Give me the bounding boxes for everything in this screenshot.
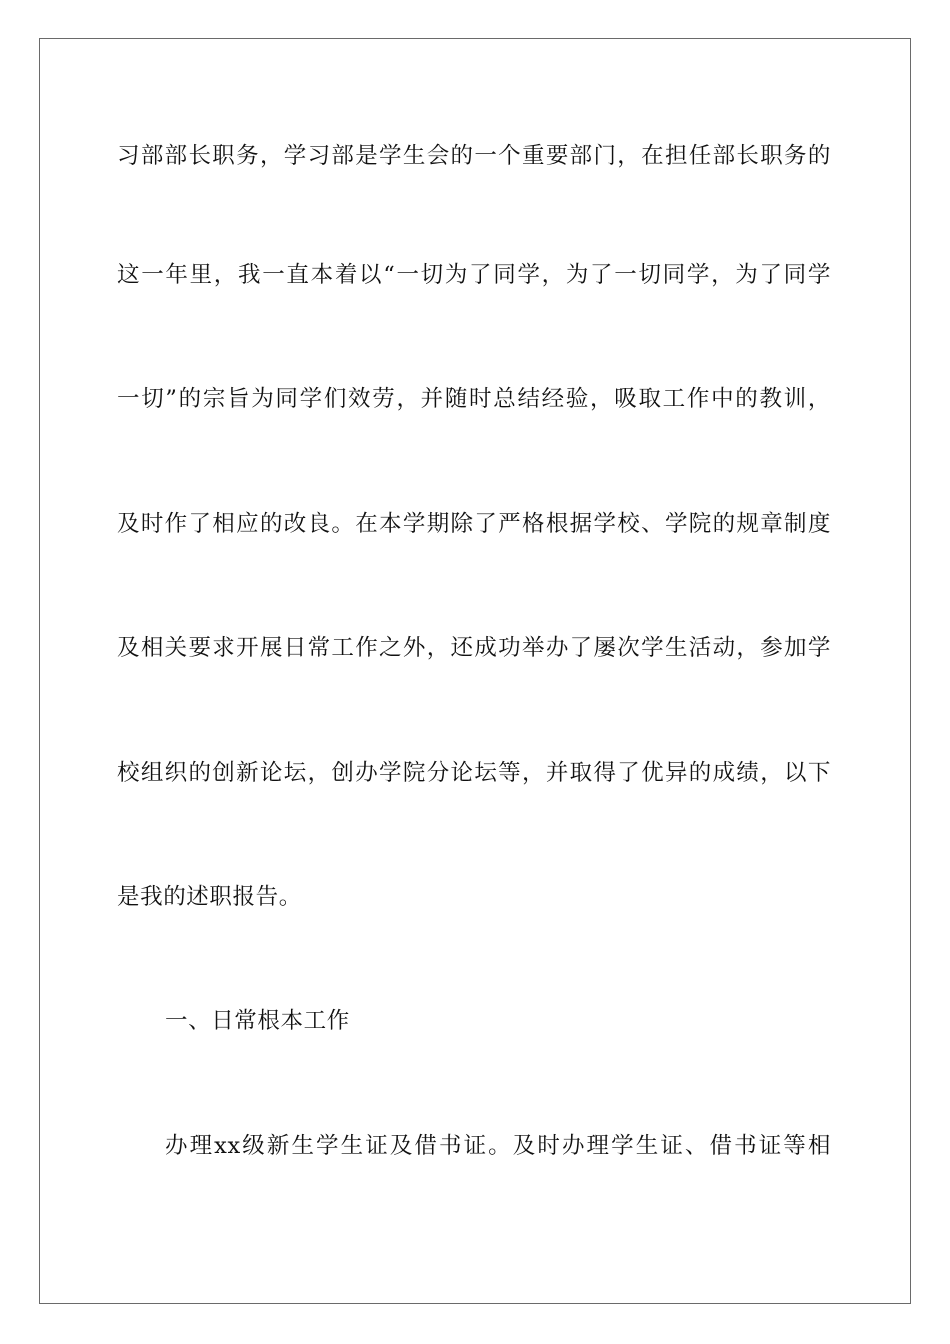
body-text-line-4: 及时作了相应的改良。在本学期除了严格根据学校、学院的规章制度 bbox=[117, 511, 831, 537]
page-frame bbox=[39, 38, 911, 1304]
body-text-line-2: 这一年里，我一直本着以“一切为了同学，为了一切同学，为了同学 bbox=[117, 262, 831, 288]
paragraph-first-line: 办理xx级新生学生证及借书证。及时办理学生证、借书证等相 bbox=[165, 1133, 831, 1159]
body-text-line-1: 习部部长职务，学习部是学生会的一个重要部门，在担任部长职务的 bbox=[117, 143, 831, 169]
body-text-line-5: 及相关要求开展日常工作之外，还成功举办了屡次学生活动，参加学 bbox=[117, 635, 831, 661]
body-text-line-6: 校组织的创新论坛，创办学院分论坛等，并取得了优异的成绩，以下 bbox=[117, 760, 831, 786]
section-heading: 一、日常根本工作 bbox=[165, 1008, 350, 1034]
body-text-line-3: 一切”的宗旨为同学们效劳，并随时总结经验，吸取工作中的教训， bbox=[117, 386, 831, 412]
body-text-line-7: 是我的述职报告。 bbox=[117, 884, 302, 910]
